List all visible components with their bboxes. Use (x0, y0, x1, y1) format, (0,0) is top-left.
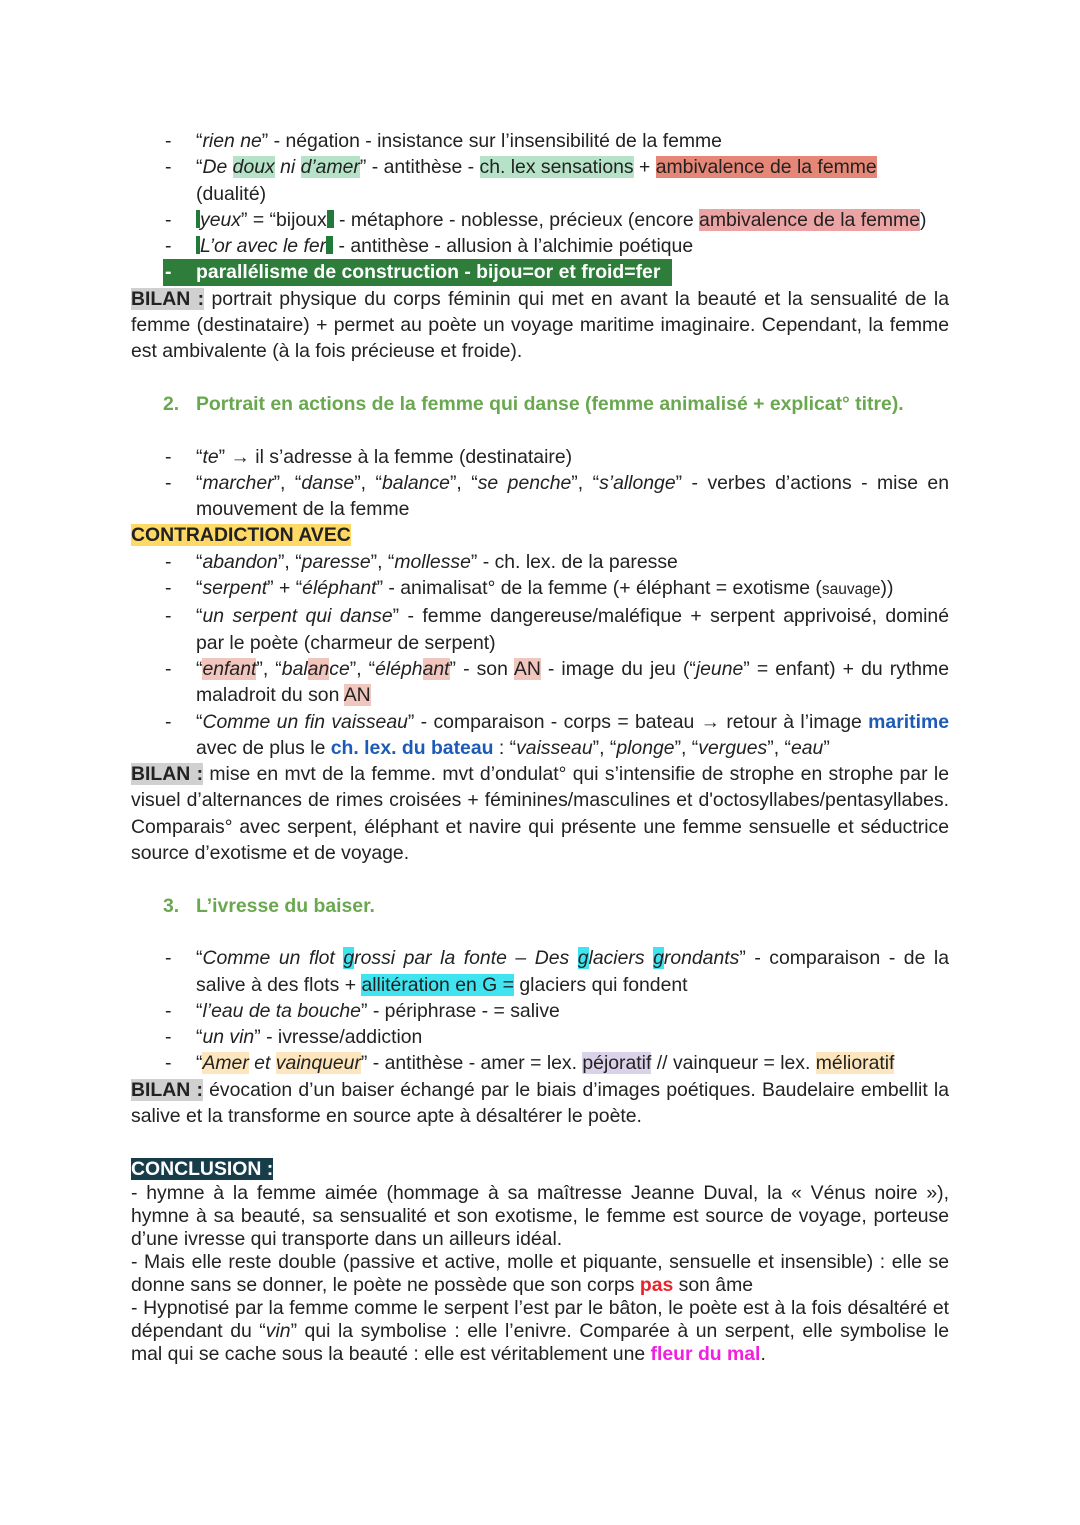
section3-bullets (131, 945, 949, 1076)
list-item: - “un vin” - ivresse/addiction (131, 1024, 949, 1050)
bilan-paragraph: BILAN : évocation d’un baiser échangé par le biais d’images poétiques. Baudelaire embellit la salive et la transforme en source apte à désaltérer le poète. (131, 1078, 950, 1127)
list-item: - “te” → il s’adresse à la femme (destinataire) (131, 444, 949, 470)
conclusion-label: CONCLUSION : (131, 1157, 274, 1180)
contradiction-label: CONTRADICTION AVEC (131, 524, 351, 547)
list-item: - “rien ne” - négation - insistance sur l’insensibilité de la femme (131, 128, 949, 154)
conclusion-paragraph: - hymne à la femme aimée (hommage à sa maîtresse Jeanne Duval, la « Vénus noire »), hymne à sa beauté, sa sensualité et son exotisme, le femme est source de voyage, porteuse d’une ivresse qui transporte dans un ailleurs idéal. (131, 1181, 949, 1250)
conclusion-paragraph: - Hypnotisé par la femme comme le serpent l’est par le bâton, le poète est à la fois désaltéré et dépendant du “vin” qui la symbolise : elle l’enivre. Comparée à un serpent, elle symbolise le mal qui se cache sous la beauté : elle est véritablement une fleur du mal. (131, 1296, 949, 1365)
section2-bullets (131, 444, 949, 523)
list-item: - “Comme un flot grossi par la fonte – Des glaciers grondants” - comparaison - de la salive à des flots + allitération en G = glaciers qui fondent (131, 945, 949, 998)
highlight-marker (327, 210, 334, 228)
conclusion-paragraph: - Mais elle reste double (passive et active, molle et piquante, sensuelle et insensible) : elle se donne sans se donner, le poète ne possède que son corps pas son âme (131, 1250, 949, 1296)
bilan-label: BILAN : (131, 1078, 203, 1101)
list-item: - “Amer et vainqueur” - antithèse - amer = lex. péjoratif // vainqueur = lex. mélioratif (131, 1050, 949, 1076)
list-item: - “l’eau de ta bouche” - périphrase - = salive (131, 998, 949, 1024)
bilan-label: BILAN : (131, 287, 205, 310)
document-page (131, 128, 949, 1366)
list-item: - “enfant”, “balance”, “éléphant” - son AN - image du jeu (“jeune” = enfant) + du rythme maladroit du son AN (131, 656, 949, 709)
list-item: - yeux” = “bijoux - métaphore - noblesse, précieux (encore ambivalence de la femme) (131, 207, 949, 233)
section-heading-2: 2. Portrait en actions de la femme qui danse (femme animalisé + explicat° titre). (163, 392, 904, 415)
list-item: - L’or avec le fer - antithèse - allusion à l’alchimie poétique (131, 233, 949, 259)
bilan-label: BILAN : (131, 763, 204, 786)
section1-bullets (131, 128, 949, 259)
list-item: - “De doux ni d’amer” - antithèse - ch. lex sensations + ambivalence de la femme (dualité) (131, 154, 949, 207)
bilan-paragraph: BILAN : portrait physique du corps féminin qui met en avant la beauté et la sensualité de la femme (destinataire) + permet au poète un voyage maritime imaginaire. Cependant, la femme est ambivalente (à la fois précieuse et froide). (131, 287, 949, 363)
list-item: - “serpent” + “éléphant” - animalisat° de la femme (+ éléphant = exotisme (sauvage)) (131, 575, 949, 603)
list-item: - “abandon”, “paresse”, “mollesse” - ch. lex. de la paresse (131, 549, 949, 575)
bilan-paragraph: BILAN : mise en mvt de la femme. mvt d’ondulat° qui s’intensifie de strophe en strophe par le visuel d’alternances de rimes croisées + féminines/masculines et d'octosyllabes/pentasyllabes. Comparais° avec serpent, éléphant et navire qui présente une femme sensuelle et séductrice source d’exotisme et de voyage. (131, 763, 949, 865)
list-item: - “un serpent qui danse” - femme dangereuse/maléfique + serpent apprivoisé, dominé par le poète (charmeur de serpent) (131, 603, 949, 656)
section-heading-3: 3. L’ivresse du baiser. (163, 894, 375, 917)
list-item: - “marcher”, “danse”, “balance”, “se penche”, “s’allonge” - verbes d’actions - mise en mouvement de la femme (131, 470, 949, 523)
list-item: - “Comme un fin vaisseau” - comparaison - corps = bateau → retour à l’image maritime avec de plus le ch. lex. du bateau : “vaisseau”, “plonge”, “vergues”, “eau” (131, 709, 949, 762)
section2-bullets-b (131, 549, 949, 761)
highlighted-bullet: - parallélisme de construction - bijou=or et froid=fer (163, 259, 672, 285)
